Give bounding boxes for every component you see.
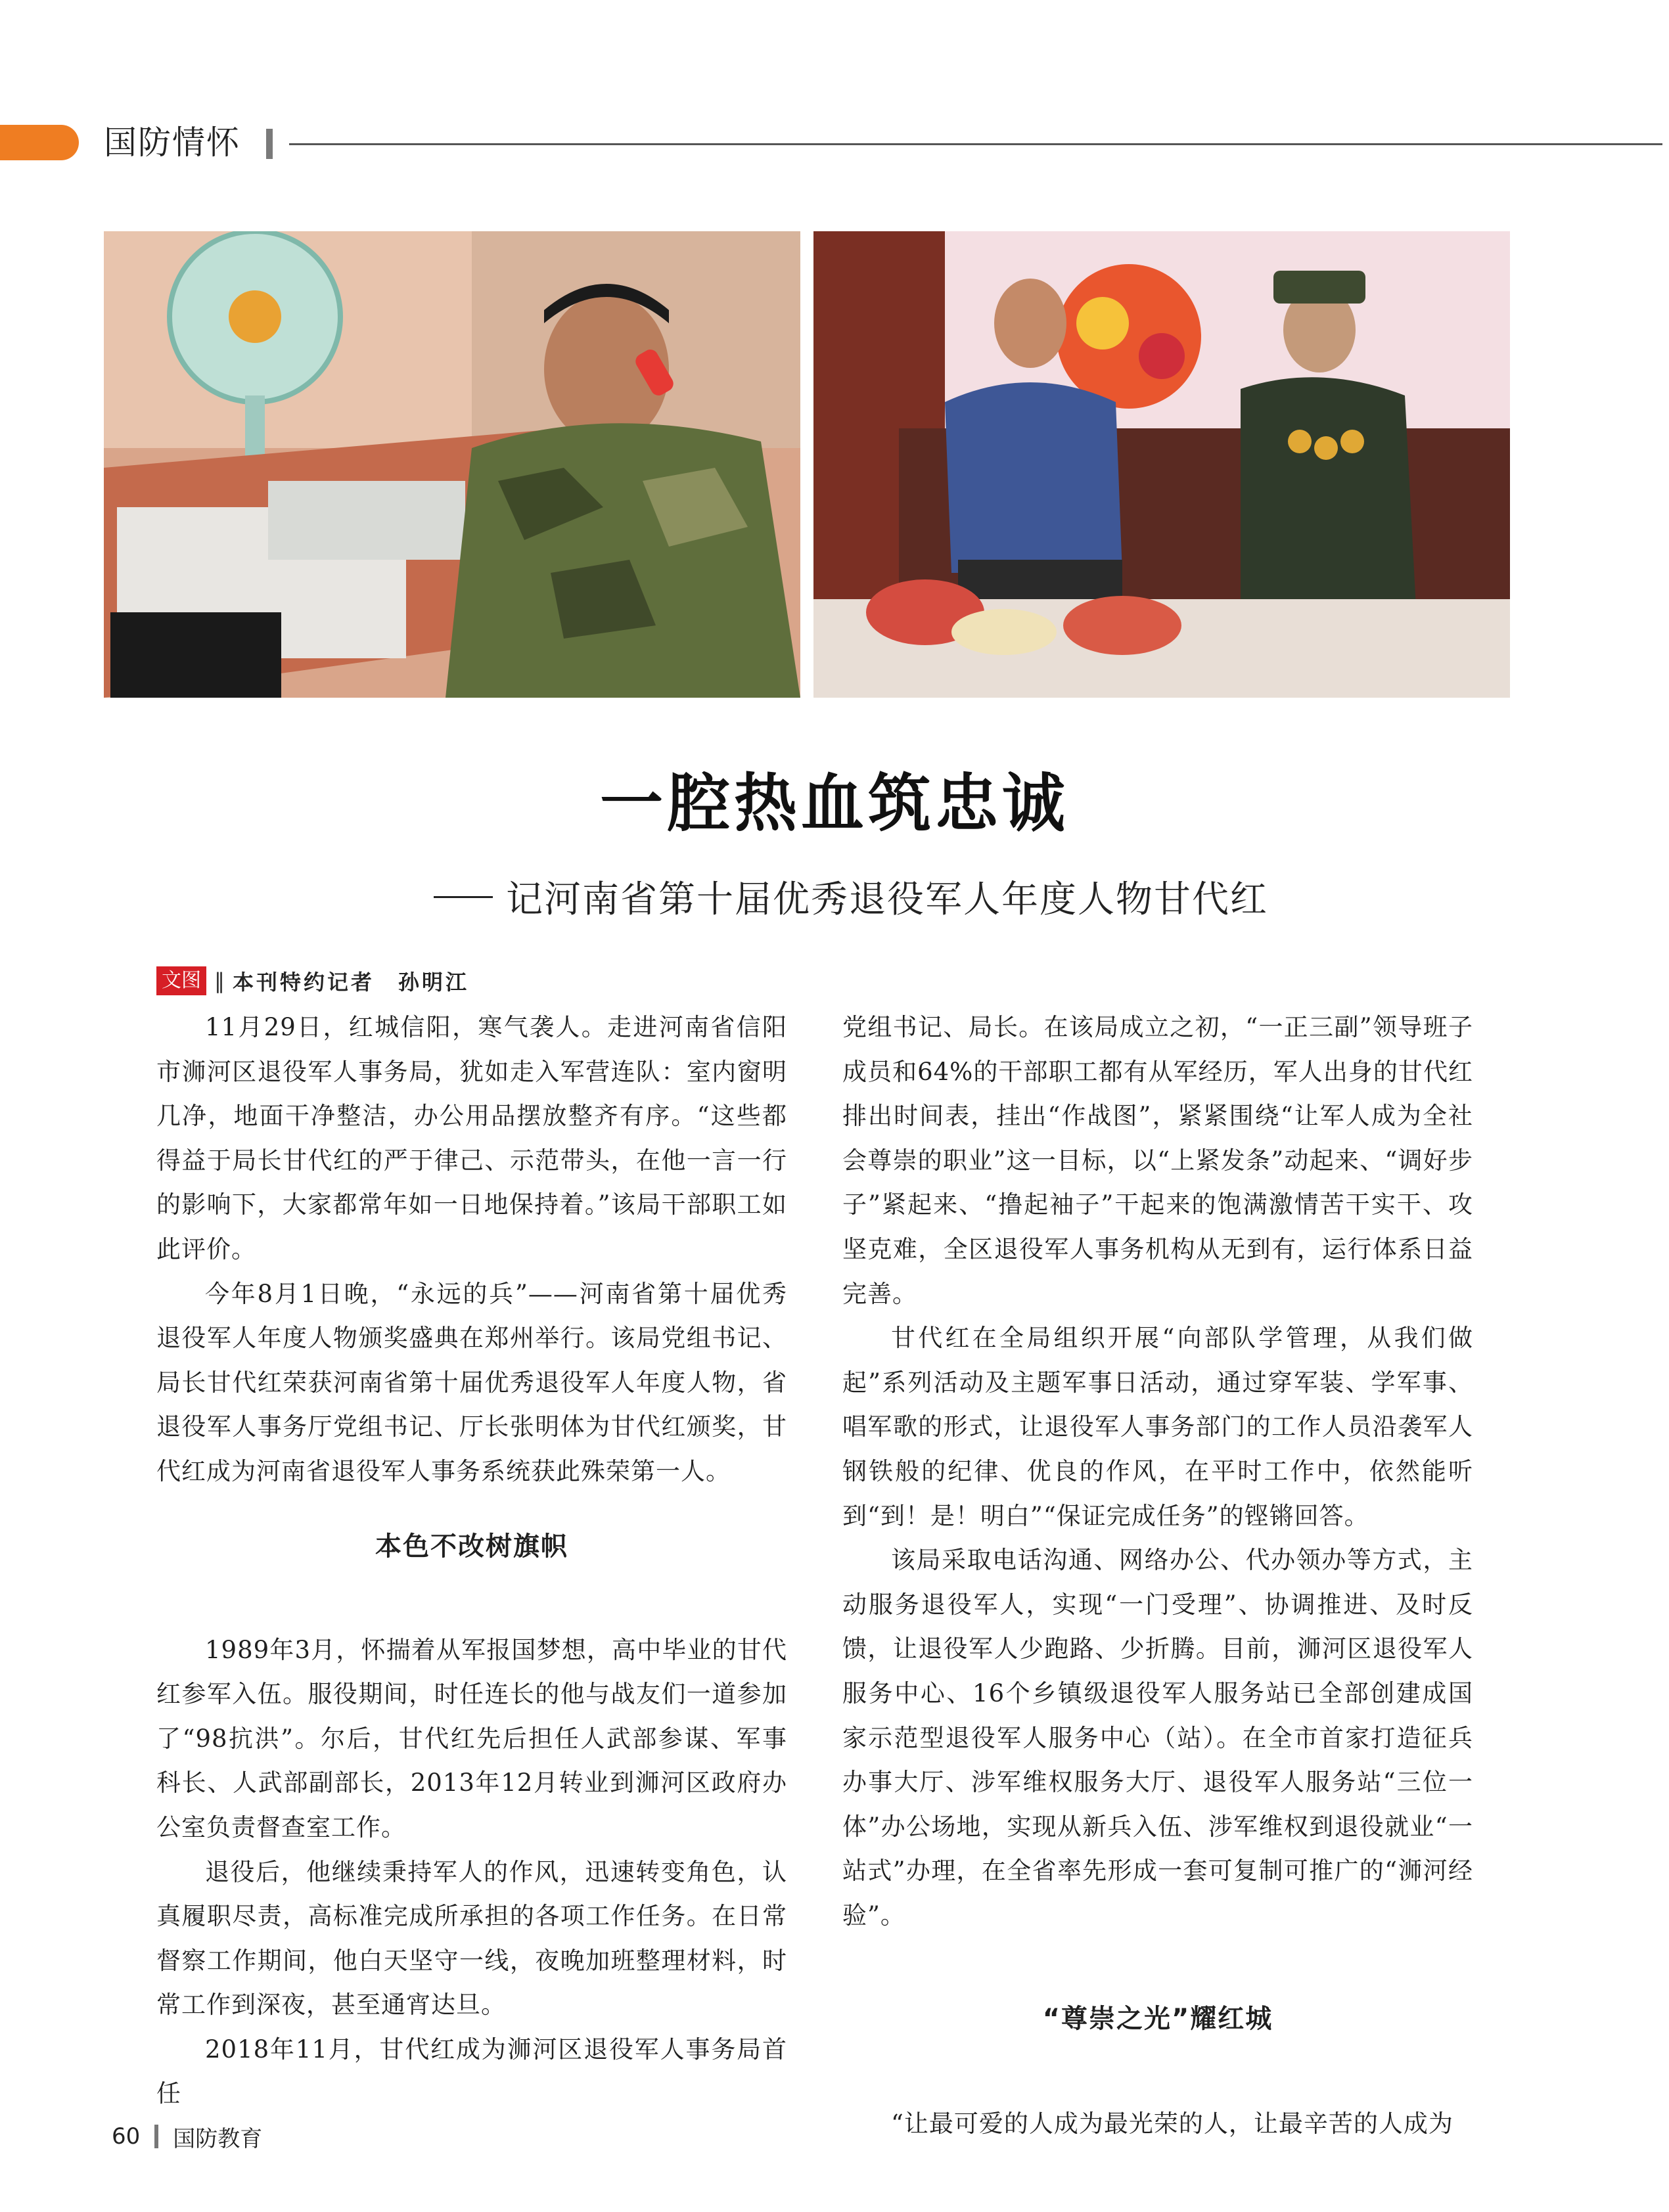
paragraph: 退役后，他继续秉持军人的作风，迅速转变角色，认真履职尽责，高标准完成所承担的各项工作任务。在日常督察工作期间，他白天坚守一线，夜晚加班整理材料，时常工作到深夜，甚至通宵达旦。	[156, 1857, 787, 2020]
paragraph: 1989年3月，怀揣着从军报国梦想，高中毕业的甘代红参军入伍。服役期间，时任连长的他与战友们一道参加了“98抗洪”。尔后，甘代红先后担任人武部参谋、军事科长、人武部副部长，2013年12月转业到浉河区政府办公室负责督查室工作。	[156, 1635, 787, 1841]
paragraph: 今年8月1日晚，“永远的兵”——河南省第十届优秀退役军人年度人物颁奖盛典在郑州举行。该局党组书记、局长甘代红荣获河南省第十届优秀退役军人年度人物，省退役军人事务厅党组书记、厅长张明体为甘代红颁奖，甘代红成为河南省退役军人事务系统获此殊荣第一人。	[156, 1279, 787, 1485]
header-rule	[289, 143, 1662, 145]
section-tab-marker	[0, 125, 79, 160]
footer-separator	[154, 2125, 158, 2148]
byline-author: 本刊特约记者 孙明江	[233, 970, 470, 995]
section-heading: “尊崇之光”耀红城	[1042, 2004, 1273, 2035]
byline-separator: ‖	[214, 968, 225, 993]
paragraph: 2018年11月，甘代红成为浉河区退役军人事务局首任	[156, 2035, 787, 2108]
paragraph: 该局采取电话沟通、网络办公、代办领办等方式，主动服务退役军人，实现“一门受理”、协调推进、及时反馈，让退役军人少跑路、少折腾。目前，浉河区退役军人服务中心、16个乡镇级退役军人服务站已全部创建成国家示范型退役军人服务中心（站）。在全市首家打造征兵办事大厅、涉军维权服务大厅、退役军人服务站“三位一体”办公场地，实现从新兵入伍、涉军维权到退役就业“一站式”办理，在全省率先形成一套可复制可推广的“浉河经验”。	[842, 1546, 1473, 1930]
section-heading: 本色不改树旗帜	[375, 1531, 568, 1562]
article-title: 一腔热血筑忠诚	[600, 767, 1069, 840]
byline	[156, 962, 469, 999]
subtitle-row	[434, 870, 1268, 923]
left-column	[156, 1005, 787, 2116]
article-subtitle: 记河南省第十届优秀退役军人年度人物甘代红	[506, 878, 1268, 921]
magazine-name: 国防教育	[173, 2125, 263, 2152]
paragraph: “让最可爱的人成为最光荣的人，让最辛苦的人成为	[891, 2110, 1453, 2138]
section-label: 国防情怀	[104, 124, 240, 162]
page-number: 60	[112, 2123, 141, 2150]
page-footer	[112, 2117, 262, 2156]
paragraph: 党组书记、局长。在该局成立之初，“一正三副”领导班子成员和64%的干部职工都有从军经历，军人出身的甘代红排出时间表，挂出“作战图”，紧紧围绕“让军人成为全社会尊崇的职业”这一目标，以“上紧发条”动起来、“调好步子”紧起来、“撸起袖子”干起来的饱满激情苦干实干、攻坚克难，全区退役军人事务机构从无到有，运行体系日益完善。	[842, 1013, 1473, 1308]
paragraph: 甘代红在全局组织开展“向部队学管理，从我们做起”系列活动及主题军事日活动，通过穿军装、学军事、唱军歌的形式，让退役军人事务部门的工作人员沿袭军人钢铁般的纪律、优良的作风，在平时工作中，依然能听到“到！是！明白”“保证完成任务”的铿锵回答。	[842, 1324, 1473, 1530]
paragraph: 11月29日，红城信阳，寒气袭人。走进河南省信阳市浉河区退役军人事务局，犹如走入军营连队：室内窗明几净，地面干净整洁，办公用品摆放整齐有序。“这些都得益于局长甘代红的严于律己、示范带头，在他一言一行的影响下，大家都常年如一日地保持着。”该局干部职工如此评价。	[156, 1013, 787, 1263]
section-separator	[266, 129, 273, 159]
subtitle-dash	[434, 896, 493, 898]
right-column	[842, 1005, 1473, 2146]
photo-soldier-phone	[104, 231, 800, 698]
photo-veteran-visit	[813, 231, 1510, 698]
byline-tag: 文图	[156, 966, 206, 995]
